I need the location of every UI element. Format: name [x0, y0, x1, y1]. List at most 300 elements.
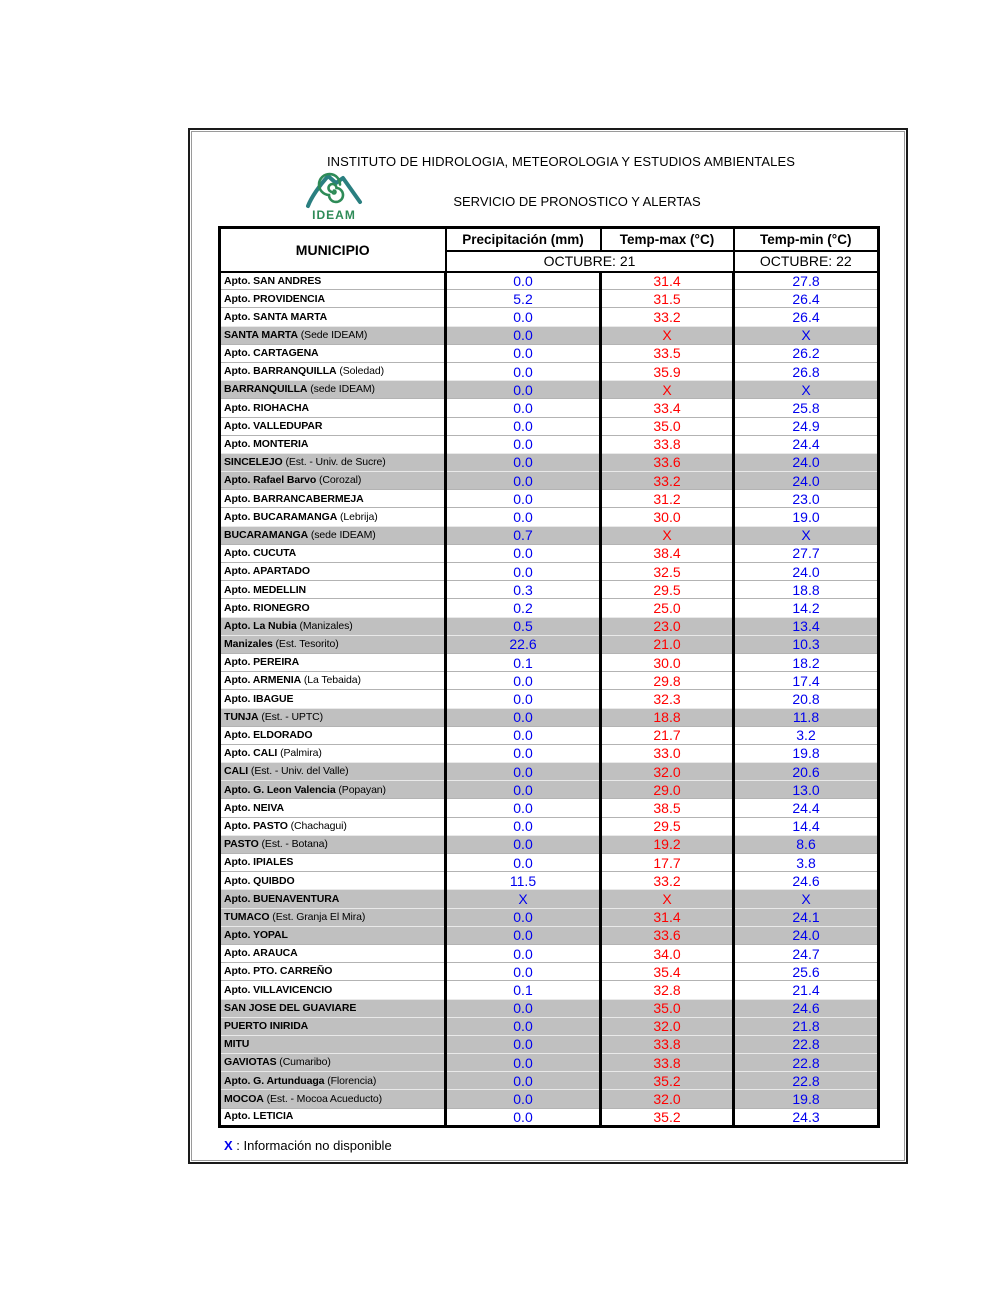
tmin-value: X — [734, 526, 879, 544]
tmax-value: 35.2 — [601, 1108, 734, 1126]
tmax-value: 35.2 — [601, 1072, 734, 1090]
precip-value: 0.0 — [446, 272, 601, 290]
tmin-value: 24.1 — [734, 908, 879, 926]
municipality-name: Apto. CARTAGENA — [224, 347, 319, 360]
municipality-cell — [220, 308, 446, 326]
municipality-cell — [220, 1072, 446, 1090]
municipality-cell — [220, 872, 446, 890]
precip-value: 5.2 — [446, 290, 601, 308]
table-row — [220, 872, 879, 890]
tmax-value: 19.2 — [601, 835, 734, 853]
municipality-cell — [220, 453, 446, 471]
municipality-name: Apto. IBAGUE — [224, 692, 294, 705]
table-row — [220, 1054, 879, 1072]
forecast-table-wrap — [218, 226, 880, 1128]
tmin-value: X — [734, 890, 879, 908]
table-row — [220, 1017, 879, 1035]
municipality-cell — [220, 854, 446, 872]
municipality-note: (Est. Tesorito) — [272, 638, 339, 651]
municipality-cell — [220, 435, 446, 453]
tmin-value: 20.6 — [734, 763, 879, 781]
municipality-name: Apto. BUENAVENTURA — [224, 892, 340, 905]
tmin-value: 24.9 — [734, 417, 879, 435]
table-row — [220, 854, 879, 872]
precip-value: 0.0 — [446, 817, 601, 835]
municipality-cell — [220, 690, 446, 708]
tmax-value: 21.0 — [601, 635, 734, 653]
municipality-note: (Est. - Botana) — [258, 838, 328, 851]
tmax-value: 21.7 — [601, 726, 734, 744]
municipality-name: Apto. Rafael Barvo — [224, 474, 317, 487]
municipality-cell — [220, 963, 446, 981]
table-row — [220, 526, 879, 544]
precip-value: 0.0 — [446, 508, 601, 526]
precip-value: 0.0 — [446, 854, 601, 872]
precip-value: 0.3 — [446, 581, 601, 599]
municipality-name: Apto. PASTO — [224, 819, 288, 832]
tmax-value: 18.8 — [601, 708, 734, 726]
tmax-value: 38.4 — [601, 544, 734, 562]
precip-value: 0.0 — [446, 362, 601, 380]
tmin-value: 22.8 — [734, 1054, 879, 1072]
precip-value: 0.0 — [446, 908, 601, 926]
municipality-cell — [220, 362, 446, 380]
municipality-note: (Popayan) — [335, 783, 386, 796]
tmin-value: 21.8 — [734, 1017, 879, 1035]
tmax-value: 17.7 — [601, 854, 734, 872]
tmin-value: 24.6 — [734, 872, 879, 890]
tmax-value: X — [601, 326, 734, 344]
tmin-value: 19.0 — [734, 508, 879, 526]
footnote-x-symbol: X — [224, 1138, 233, 1153]
municipality-cell — [220, 799, 446, 817]
precip-value: 0.0 — [446, 1035, 601, 1053]
table-row — [220, 653, 879, 671]
municipality-name: CALI — [224, 765, 249, 778]
table-row — [220, 944, 879, 962]
municipality-name: Apto. BUCARAMANGA — [224, 510, 338, 523]
municipality-cell — [220, 344, 446, 362]
tmax-value: 32.0 — [601, 1017, 734, 1035]
table-row — [220, 417, 879, 435]
precip-value: 0.0 — [446, 1054, 601, 1072]
table-row — [220, 362, 879, 380]
tmin-value: 27.7 — [734, 544, 879, 562]
precip-value: 0.0 — [446, 726, 601, 744]
tmax-value: 30.0 — [601, 653, 734, 671]
municipality-cell — [220, 399, 446, 417]
municipality-note: (Est. - Univ. del Valle) — [248, 765, 349, 778]
tmin-value: 3.8 — [734, 854, 879, 872]
table-row — [220, 599, 879, 617]
municipality-name: Apto. SAN ANDRES — [224, 274, 322, 287]
municipality-cell — [220, 1035, 446, 1053]
forecast-table — [218, 226, 880, 1128]
table-row — [220, 381, 879, 399]
municipality-name: BUCARAMANGA — [224, 528, 309, 541]
tmax-value: 33.4 — [601, 399, 734, 417]
municipality-note: (sede IDEAM) — [307, 383, 375, 396]
table-row — [220, 835, 879, 853]
tmin-value: 24.4 — [734, 435, 879, 453]
tmin-value: 25.6 — [734, 963, 879, 981]
municipality-cell — [220, 290, 446, 308]
table-row — [220, 708, 879, 726]
municipality-name: Apto. RIONEGRO — [224, 601, 310, 614]
table-row — [220, 344, 879, 362]
municipality-name: Apto. PROVIDENCIA — [224, 292, 325, 305]
municipality-cell — [220, 908, 446, 926]
tmax-value: 31.4 — [601, 272, 734, 290]
municipality-cell — [220, 581, 446, 599]
municipality-name: Apto. ARMENIA — [224, 674, 302, 687]
precip-value: 0.0 — [446, 490, 601, 508]
municipality-name: SAN JOSE DEL GUAVIARE — [224, 1001, 357, 1014]
precip-value: 0.0 — [446, 381, 601, 399]
tmax-value: 29.0 — [601, 781, 734, 799]
tmin-value: 25.8 — [734, 399, 879, 417]
table-row — [220, 726, 879, 744]
table-row — [220, 817, 879, 835]
precip-value: 0.0 — [446, 1108, 601, 1126]
table-row — [220, 1035, 879, 1053]
tmax-value: 33.2 — [601, 308, 734, 326]
municipality-cell — [220, 599, 446, 617]
tmin-value: 26.4 — [734, 308, 879, 326]
table-row — [220, 1072, 879, 1090]
municipality-name: Apto. G. Artunduaga — [224, 1074, 325, 1087]
municipality-name: MOCOA — [224, 1092, 264, 1105]
municipality-name: Apto. QUIBDO — [224, 874, 295, 887]
municipality-name: Apto. PEREIRA — [224, 656, 300, 669]
tmin-value: 24.0 — [734, 563, 879, 581]
municipality-note: (Corozal) — [316, 474, 362, 487]
municipality-note: (Est. - Mocoa Acueducto) — [263, 1092, 383, 1105]
tmax-value: 32.0 — [601, 1090, 734, 1108]
tmin-value: 11.8 — [734, 708, 879, 726]
municipality-name: PUERTO INIRIDA — [224, 1020, 309, 1033]
tmax-value: 33.2 — [601, 872, 734, 890]
municipality-cell — [220, 1054, 446, 1072]
precip-value: 0.1 — [446, 981, 601, 999]
municipality-cell — [220, 544, 446, 562]
tmax-value: 25.0 — [601, 599, 734, 617]
tmin-value: 19.8 — [734, 744, 879, 762]
tmax-value: X — [601, 526, 734, 544]
tmax-value: X — [601, 381, 734, 399]
precip-value: 0.0 — [446, 926, 601, 944]
municipality-cell — [220, 563, 446, 581]
municipality-name: Apto. MONTERIA — [224, 438, 309, 451]
municipality-cell — [220, 817, 446, 835]
table-row — [220, 617, 879, 635]
municipality-name: Manizales — [224, 638, 273, 651]
table-row — [220, 890, 879, 908]
precip-value: 0.0 — [446, 563, 601, 581]
precip-value: 0.5 — [446, 617, 601, 635]
table-row — [220, 781, 879, 799]
municipality-cell — [220, 726, 446, 744]
municipality-name: Apto. VALLEDUPAR — [224, 419, 323, 432]
precip-value: 0.0 — [446, 1072, 601, 1090]
municipality-name: Apto. NEIVA — [224, 801, 284, 814]
municipality-name: Apto. PTO. CARREÑO — [224, 965, 333, 978]
municipality-cell — [220, 381, 446, 399]
tmax-value: 23.0 — [601, 617, 734, 635]
municipality-note: (Est. Granja El Mira) — [269, 910, 366, 923]
table-header — [220, 228, 879, 272]
municipality-name: PASTO — [224, 838, 259, 851]
tmin-value: 3.2 — [734, 726, 879, 744]
table-row — [220, 908, 879, 926]
municipality-cell — [220, 781, 446, 799]
municipality-name: TUMACO — [224, 910, 270, 923]
municipality-cell — [220, 999, 446, 1017]
tmax-value: 29.5 — [601, 581, 734, 599]
tmin-value: X — [734, 326, 879, 344]
table-row — [220, 326, 879, 344]
table-row — [220, 490, 879, 508]
tmin-value: 26.8 — [734, 362, 879, 380]
municipality-note: (Lebrija) — [337, 510, 378, 523]
tmax-value: X — [601, 890, 734, 908]
municipality-name: Apto. La Nubia — [224, 619, 297, 632]
municipality-name: SANTA MARTA — [224, 328, 298, 341]
precip-value: 11.5 — [446, 872, 601, 890]
precip-value: 0.0 — [446, 399, 601, 417]
tmax-value: 33.6 — [601, 926, 734, 944]
tmin-value: 18.8 — [734, 581, 879, 599]
municipality-note: (Chachagui) — [287, 819, 347, 832]
footnote — [224, 1138, 392, 1153]
table-row — [220, 635, 879, 653]
tmin-value: 20.8 — [734, 690, 879, 708]
tmax-value: 30.0 — [601, 508, 734, 526]
precip-value: 0.0 — [446, 435, 601, 453]
precip-value: 0.0 — [446, 308, 601, 326]
tmin-value: 26.4 — [734, 290, 879, 308]
table-row — [220, 926, 879, 944]
municipality-name: Apto. ELDORADO — [224, 729, 313, 742]
municipality-note: (Sede IDEAM) — [297, 328, 368, 341]
tmax-value: 33.6 — [601, 453, 734, 471]
precip-value: 0.0 — [446, 708, 601, 726]
municipality-cell — [220, 1090, 446, 1108]
tmax-value: 33.0 — [601, 744, 734, 762]
precip-value: 0.7 — [446, 526, 601, 544]
tmax-value: 33.5 — [601, 344, 734, 362]
precip-value: 22.6 — [446, 635, 601, 653]
municipality-name: Apto. ARAUCA — [224, 947, 298, 960]
municipality-name: Apto. IPIALES — [224, 856, 294, 869]
municipality-note: (Palmira) — [277, 747, 322, 760]
table-row — [220, 544, 879, 562]
tmin-value: 24.0 — [734, 926, 879, 944]
municipality-name: Apto. MEDELLIN — [224, 583, 307, 596]
municipality-note: (Florencia) — [324, 1074, 377, 1087]
tmax-value: 31.2 — [601, 490, 734, 508]
tmax-value: 29.8 — [601, 672, 734, 690]
column-header-temp-max: Temp-max (°C) — [601, 228, 734, 251]
tmin-value: 14.4 — [734, 817, 879, 835]
table-row — [220, 453, 879, 471]
document-frame — [188, 128, 908, 1164]
tmin-value: 27.8 — [792, 272, 820, 289]
precip-value: 0.0 — [446, 344, 601, 362]
tmin-value: 22.8 — [734, 1072, 879, 1090]
table-row — [220, 508, 879, 526]
tmax-value: 35.9 — [601, 362, 734, 380]
municipality-cell — [220, 1017, 446, 1035]
tmin-value: 24.0 — [734, 453, 879, 471]
municipality-note: (Est. - Univ. de Sucre) — [282, 456, 386, 469]
precip-value: 0.0 — [446, 690, 601, 708]
table-row — [220, 672, 879, 690]
table-row — [220, 690, 879, 708]
municipality-name: GAVIOTAS — [224, 1056, 277, 1069]
table-row — [220, 472, 879, 490]
precip-value: 0.0 — [446, 672, 601, 690]
tmax-value: 33.8 — [601, 1054, 734, 1072]
precip-value: 0.0 — [446, 763, 601, 781]
precip-value: 0.0 — [446, 781, 601, 799]
tmin-value: 10.3 — [734, 635, 879, 653]
footnote-label: : Información no disponible — [236, 1138, 392, 1153]
column-header-precipitation: Precipitación (mm) — [446, 228, 601, 251]
tmin-value: 8.6 — [734, 835, 879, 853]
tmax-value: 35.0 — [601, 999, 734, 1017]
tmin-value: 24.7 — [734, 944, 879, 962]
tmin-value: 24.6 — [734, 999, 879, 1017]
tmin-value: X — [734, 381, 879, 399]
tmax-value: 38.5 — [601, 799, 734, 817]
tmax-value: 32.8 — [601, 981, 734, 999]
municipality-note: (Manizales) — [296, 619, 353, 632]
precip-value: 0.2 — [446, 599, 601, 617]
table-body — [220, 272, 879, 1127]
municipality-name: Apto. SANTA MARTA — [224, 310, 328, 323]
municipality-name: Apto. BARRANCABERMEJA — [224, 492, 364, 505]
municipality-cell — [220, 508, 446, 526]
ideam-logo-text: IDEAM — [312, 208, 356, 222]
service-title: SERVICIO DE PRONOSTICO Y ALERTAS — [453, 194, 701, 209]
municipality-name: Apto. BARRANQUILLA — [224, 365, 337, 378]
municipality-note: (La Tebaida) — [301, 674, 361, 687]
tmax-value: 32.5 — [601, 563, 734, 581]
municipality-cell — [220, 763, 446, 781]
precip-value: 0.0 — [446, 1017, 601, 1035]
date-subheader-right: OCTUBRE: 22 — [734, 251, 879, 272]
tmax-value: 33.8 — [601, 1035, 734, 1053]
tmin-value: 13.4 — [734, 617, 879, 635]
municipality-cell — [220, 890, 446, 908]
municipality-note: (Est. - UPTC) — [258, 710, 324, 723]
municipality-cell — [220, 981, 446, 999]
tmax-value: 32.0 — [601, 763, 734, 781]
precip-value: 0.0 — [446, 1090, 601, 1108]
tmin-value: 26.2 — [734, 344, 879, 362]
tmin-value: 23.0 — [734, 490, 879, 508]
institute-title: INSTITUTO DE HIDROLOGIA, METEOROLOGIA Y ESTUDIOS AMBIENTALES — [326, 154, 796, 169]
tmin-value: 14.2 — [734, 599, 879, 617]
table-row — [220, 1108, 879, 1126]
table-row — [220, 744, 879, 762]
table-row — [220, 399, 879, 417]
tmax-value: 35.0 — [601, 417, 734, 435]
municipality-cell — [220, 326, 446, 344]
municipality-cell — [220, 472, 446, 490]
municipality-name: Apto. VILLAVICENCIO — [224, 983, 333, 996]
tmin-value: 24.0 — [734, 472, 879, 490]
table-row — [220, 435, 879, 453]
tmin-value: 21.4 — [734, 981, 879, 999]
municipality-cell — [220, 272, 446, 290]
precip-value: 0.0 — [446, 944, 601, 962]
municipality-note: (Soledad) — [336, 365, 384, 378]
table-row — [220, 981, 879, 999]
precip-value: 0.0 — [446, 744, 601, 762]
tmax-value: 34.0 — [601, 944, 734, 962]
municipality-name: Apto. APARTADO — [224, 565, 310, 578]
precip-value: 0.0 — [446, 326, 601, 344]
precip-value: 0.1 — [446, 653, 601, 671]
table-row — [220, 999, 879, 1017]
table-row — [220, 563, 879, 581]
table-row — [220, 963, 879, 981]
municipality-cell — [220, 944, 446, 962]
tmin-value: 24.4 — [734, 799, 879, 817]
table-row — [220, 290, 879, 308]
tmin-value: 22.8 — [734, 1035, 879, 1053]
table-row — [220, 581, 879, 599]
table-row — [220, 763, 879, 781]
municipality-cell — [220, 672, 446, 690]
table-row — [220, 1090, 879, 1108]
tmin-value: 18.2 — [734, 653, 879, 671]
municipality-name: Apto. CALI — [224, 747, 278, 760]
municipality-note: (Cumaribo) — [276, 1056, 331, 1069]
precip-value: X — [446, 890, 601, 908]
precip-value: 0.0 — [446, 999, 601, 1017]
precip-value: 0.0 — [446, 472, 601, 490]
municipality-cell — [220, 926, 446, 944]
municipality-cell — [220, 490, 446, 508]
municipality-name: Apto. G. Leon Valencia — [224, 783, 336, 796]
municipality-cell — [220, 744, 446, 762]
column-header-temp-min: Temp-min (°C) — [734, 228, 879, 251]
tmin-value: 19.8 — [734, 1090, 879, 1108]
municipality-cell — [220, 653, 446, 671]
tmin-value: 17.4 — [734, 672, 879, 690]
column-header-municipio: MUNICIPIO — [220, 228, 446, 272]
municipality-name: MITU — [224, 1038, 250, 1051]
table-row — [220, 308, 879, 326]
municipality-cell — [220, 617, 446, 635]
municipality-cell — [220, 417, 446, 435]
table-row — [220, 799, 879, 817]
municipality-cell — [220, 835, 446, 853]
precip-value: 0.0 — [446, 417, 601, 435]
tmax-value: 33.2 — [601, 472, 734, 490]
municipality-name: SINCELEJO — [224, 456, 283, 469]
municipality-cell — [220, 1108, 446, 1126]
date-subheader-left: OCTUBRE: 21 — [446, 251, 734, 272]
municipality-cell — [220, 708, 446, 726]
municipality-cell — [220, 635, 446, 653]
precip-value: 0.0 — [446, 835, 601, 853]
municipality-name: TUNJA — [224, 710, 259, 723]
tmax-value: 29.5 — [601, 817, 734, 835]
